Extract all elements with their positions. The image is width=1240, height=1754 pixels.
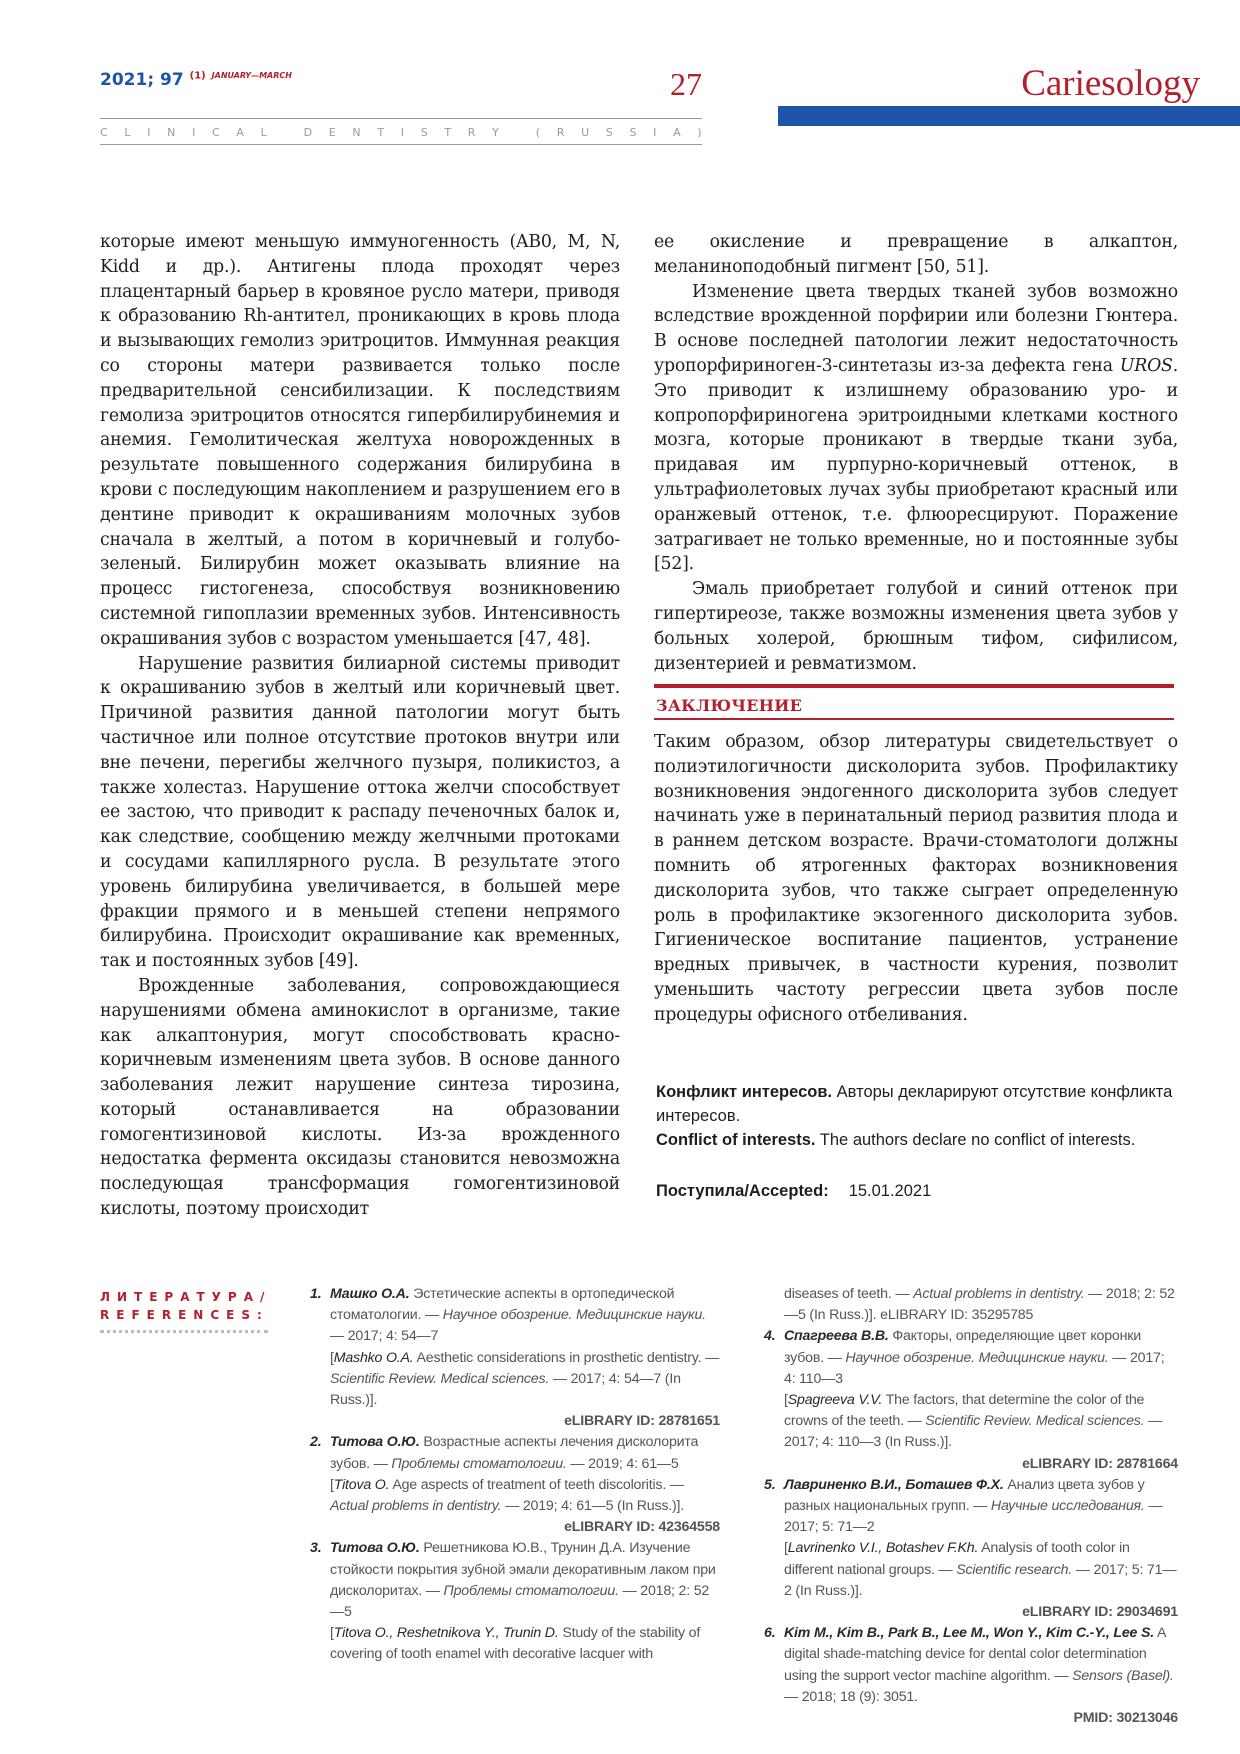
journal-letter: L	[260, 126, 267, 139]
reference-details-en: — 2017; 4: 110—3 (In Russ.)].	[784, 1413, 1163, 1451]
references-label-line: REFERENCES:	[100, 1308, 269, 1322]
page-number: 27	[670, 66, 702, 102]
reference-title-en: Analysis of tooth color in different national groups. —	[784, 1540, 1130, 1578]
conclusion-rule-bottom	[654, 718, 1174, 720]
journal-name	[100, 126, 702, 139]
reference-title-en: The factors, that determine the color of the crowns of the teeth. —	[784, 1392, 1145, 1430]
reference-authors: Титова О.Ю.	[330, 1434, 420, 1451]
journal-letter: N	[352, 126, 361, 139]
reference-authors-en: Titova O.	[333, 1476, 390, 1493]
conflict-en	[656, 1128, 1176, 1152]
journal-letter: C	[100, 126, 108, 139]
reference-item	[764, 1475, 1178, 1623]
reference-details: — 2017; 4: 54—7	[330, 1328, 439, 1345]
reference-authors: Машко О.А.	[330, 1286, 410, 1302]
reference-number: 4.	[764, 1328, 776, 1345]
conclusion-heading: ЗАКЛЮЧЕНИЕ	[656, 696, 803, 715]
page-header	[100, 66, 702, 146]
reference-journal: Научное обозрение. Медицинские науки.	[845, 1349, 1109, 1366]
reference-title-en: Aesthetic considerations in prosthetic dentistry. —	[413, 1349, 720, 1366]
journal-letter: R	[467, 126, 476, 139]
bracket: [	[784, 1540, 788, 1557]
journal-letter: R	[556, 126, 565, 139]
issue-number: (1)	[189, 70, 206, 82]
reference-journal: Проблемы стоматологии.	[443, 1582, 619, 1599]
section-title: Cariesology	[1021, 63, 1200, 104]
journal-letter: (	[535, 126, 541, 139]
text-column-left	[100, 230, 620, 1222]
reference-details: — 2019; 4: 61—5	[566, 1455, 679, 1472]
header-rule-top	[100, 118, 702, 119]
bracket: [	[330, 1349, 334, 1366]
journal-letter: S	[420, 126, 428, 139]
reference-item	[310, 1538, 720, 1665]
conflict-ru-text: Авторы декларируют отсутствие конфликта интересов.	[656, 1083, 1173, 1125]
reference-journal-en: Actual problems in dentistry.	[330, 1498, 502, 1515]
reference-details-en: — 2017; 4: 54—7 (In Russ.)].	[330, 1370, 681, 1409]
journal-letter: T	[444, 126, 452, 139]
reference-title: Факторы, определяющие цвет коронки зубов. —	[784, 1328, 1141, 1366]
paragraph: Эмаль приобретает голубой и синий оттенок при гипертиреозе, также возможны изменения цвета зубов у больных холерой, брюшным тифом, сифилисом, дизентерией и ревматизмом.	[654, 579, 1178, 674]
references-label-line: ЛИТЕРАТУРА/	[100, 1290, 272, 1304]
issue-year-volume: 2021; 97	[100, 70, 184, 90]
accepted-date: 15.01.2021	[848, 1182, 932, 1200]
reference-translation	[330, 1475, 720, 1517]
journal-letter: S	[605, 126, 613, 139]
reference-item	[310, 1284, 720, 1432]
reference-details: — 2017; 4: 110—3	[784, 1349, 1165, 1387]
reference-authors: Титова О.Ю.	[330, 1540, 420, 1557]
journal-letter: I	[400, 126, 405, 139]
text-run: Изменение цвета твердых тканей зубов возможно вследствие врожденной порфирии или болезни Гюнтера. В основе последней патологии лежит недостаточность уропорфириноген-3-синтетазы из-за дефекта гена	[654, 281, 1178, 376]
journal-letter: I	[653, 126, 657, 139]
bracket: [	[330, 1625, 334, 1642]
paragraph: которые имеют меньшую иммуногенность (AB0, M, N, Kidd и др.). Антигены плода проходят через плацентарный барьер в кровяное русло матери, приводя к образованию Rh-антител, проникающих в кровь плода и вызывающих гемолиз эритроцитов. Иммунная реакция со стороны матери развивается только после предварительной сенсибилизации. К последствиям гемолиза эритроцитов относятся гипербилирубинемия и анемия. Гемолитическая желтуха новорожденных в результате повышенного содержания билирубина в крови с последующим накоплением и разрушением его в дентине приводит к окрашиваниям молочных зубов сначала в желтый, а потом в коричневый и голубо-зеленый. Билирубин может оказывать влияние на процесс гистогенеза, способствуя возникновению системной гипоплазии временных зубов. Интенсивность окрашивания зубов с возрастом уменьшается [47, 48].	[100, 232, 620, 649]
conflict-ru-label: Конфликт интересов.	[656, 1083, 833, 1101]
reference-authors-en: Spagreeva V.V.	[787, 1392, 883, 1409]
reference-translation	[784, 1538, 1178, 1602]
journal-letter: D	[303, 126, 313, 139]
references-dotted-rule	[100, 1330, 268, 1333]
conflict-en-text: The authors declare no conflict of interests.	[815, 1131, 1136, 1149]
reference-authors: Kim M., Kim B., Park B., Lee M., Won Y., Kim C.-Y., Lee S.	[784, 1625, 1154, 1642]
text-column-right	[654, 230, 1178, 676]
reference-title: Решетникова Ю.В., Трунин Д.А. Изучение стойкости покрытия зубной эмали декоративным лаком при дисколоритах. —	[330, 1540, 716, 1599]
paragraph	[654, 280, 1178, 578]
reference-title: Возрастные аспекты лечения дисколорита зубов. —	[330, 1434, 699, 1472]
reference-number: 5.	[764, 1476, 776, 1493]
references-column-left	[310, 1284, 720, 1666]
reference-item	[310, 1432, 720, 1538]
reference-authors-en: Titova O., Reshetnikova Y., Trunin D.	[333, 1625, 559, 1642]
reference-title-en: Age aspects of treatment of teeth discoloritis. —	[389, 1476, 684, 1493]
reference-title: A digital shade-matching device for dental color determination using the support vector machine algorithm. —	[784, 1625, 1166, 1684]
reference-details-en: — 2017; 5: 71—2 (In Russ.)].	[784, 1561, 1177, 1599]
journal-letter: U	[581, 126, 590, 139]
reference-id: PMID: 30213046	[1073, 1710, 1178, 1727]
journal-letter: C	[212, 126, 220, 139]
journal-letter: I	[192, 126, 196, 139]
reference-item	[764, 1326, 1178, 1474]
declarations	[656, 1080, 1176, 1152]
reference-id: eLIBRARY ID: 42364558	[564, 1519, 720, 1536]
reference-journal: Проблемы стоматологии.	[391, 1455, 567, 1472]
gene-name: UROS	[1119, 355, 1173, 376]
text-run: . Это приводит к излишнему образованию уро- и копропорфириногена эритроидными клетками костного мозга, которые проникают в твердые ткани зуба, придавая им пурпурно-коричневый оттенок, в ультрафиолетовых лучах зубы приобретают красный или оранжевый оттенок, т.е. флюоресцируют. Поражение затрагивает не только временные, но и постоянные зубы [52].	[654, 355, 1178, 575]
reference-translation	[330, 1623, 720, 1665]
reference-details: — 2017; 5: 71—2	[784, 1498, 1163, 1536]
reference-journal: Научное обозрение. Медицинские науки.	[442, 1307, 706, 1324]
reference-authors: Спагреева В.В.	[784, 1328, 889, 1345]
paragraph: ее окисление и превращение в алкаптон, меланиноподобный пигмент [50, 51].	[654, 232, 1178, 277]
journal-letter: )	[697, 126, 702, 139]
issue-months: JANUARY—MARCH	[211, 71, 292, 80]
reference-number: 6.	[764, 1625, 776, 1642]
conflict-ru	[656, 1080, 1176, 1128]
references-label	[100, 1288, 271, 1324]
reference-authors-en: Lavrinenko V.I., Botashev F.Kh.	[787, 1540, 979, 1557]
conclusion-text: Таким образом, обзор литературы свидетельствует о полиэтилогичности дисколорита зубов. Профилактику возникновения эндогенного дисколорита зубов следует начинать уже в перинатальный период развития плода и в раннем детском возрасте. Врачи-стоматологи должны помнить об ятрогенных факторах возникновения дисколорита зубов, что также сыграет определенную роль в профилактике экзогенного дисколорита зубов. Гигиеническое воспитание пациентов, устранение вредных привычек, в частности курения, позволит уменьшить частоту регрессии цвета зубов после процедуры офисного отбеливания.	[654, 732, 1178, 1025]
reference-title-en: Study of the stability of covering of tooth enamel with decorative lacquer with	[330, 1625, 701, 1663]
section-bar	[778, 106, 1240, 126]
journal-letter: E	[328, 126, 336, 139]
accepted-date-line	[656, 1182, 931, 1201]
conclusion-rule-top	[654, 684, 1174, 688]
reference-journal-en: Scientific research.	[956, 1561, 1073, 1578]
reference-journal: Sensors (Basel).	[1072, 1667, 1174, 1684]
reference-number: 3.	[310, 1540, 322, 1557]
reference-title-en: diseases of teeth. —	[784, 1286, 914, 1302]
reference-journal-en: Scientific Review. Medical sciences.	[330, 1370, 550, 1387]
journal-letter	[516, 126, 520, 139]
reference-item	[764, 1623, 1178, 1729]
journal-letter	[283, 126, 287, 139]
reference-id: eLIBRARY ID: 28781664	[1022, 1455, 1178, 1472]
accepted-label: Поступила/Accepted:	[656, 1182, 829, 1200]
reference-authors: Лавриненко В.И., Боташев Ф.Х.	[784, 1476, 1004, 1493]
journal-letter: Y	[492, 126, 499, 139]
journal-letter: A	[236, 126, 244, 139]
reference-details: — 2018; 18 (9): 3051.	[784, 1688, 918, 1705]
paragraph: Врожденные заболевания, сопровождающиеся нарушениями обмена аминокислот в организме, такие как алкаптонурия, могут способствовать красно-коричневым изменениям цвета зубов. В основе данного заболевания лежит нарушение синтеза тирозина, который останавливается на образовании гомогентизиновой кислоты. Из-за врожденного недостатка фермента оксидазы становится невозможна последующая трансформация гомогентизиновой кислоты, поэтому происходит	[100, 975, 620, 1220]
bracket: [	[330, 1476, 334, 1493]
journal-letter: I	[147, 126, 151, 139]
reference-journal-en: Scientific Review. Medical sciences.	[925, 1413, 1145, 1430]
reference-number: 1.	[310, 1286, 322, 1302]
journal-letter: S	[629, 126, 637, 139]
reference-id: eLIBRARY ID: 28781651	[564, 1413, 720, 1430]
journal-letter: T	[377, 126, 385, 139]
reference-translation	[330, 1348, 720, 1412]
paragraph: Нарушение развития билиарной системы приводит к окрашиванию зубов в желтый или коричневый цвет. Причиной развития данной патологии могут быть частичное или полное отсутствие протоков внутри или вне печени, перегибы желчного пузыря, поликистоз, а также холестаз. Нарушение оттока желчи способствует ее застою, что приводит к распаду печеночных балок и, как следствие, сообщению между желчными протоками и сосудами капиллярного русла. В результате этого уровень билирубина увеличивается, в большей мере фракции прямого и в меньшей степени непрямого билирубина. Происходит окрашивание как временных, так и постоянных зубов [49].	[100, 653, 620, 972]
journal-letter: A	[673, 126, 681, 139]
reference-translation	[784, 1390, 1178, 1454]
journal-letter: L	[124, 126, 131, 139]
reference-continuation	[764, 1284, 1178, 1326]
journal-letter: N	[167, 126, 176, 139]
reference-journal-en: Actual problems in dentistry.	[913, 1286, 1085, 1302]
reference-number: 2.	[310, 1434, 322, 1451]
reference-id: eLIBRARY ID: 29034691	[1022, 1604, 1178, 1621]
reference-title: Анализ цвета зубов у разных национальных групп. —	[784, 1476, 1145, 1515]
reference-journal: Научные исследования.	[990, 1498, 1145, 1515]
references-column-right	[764, 1284, 1178, 1729]
reference-details-en: — 2018; 2: 52—5 (In Russ.)].	[784, 1286, 1175, 1324]
bracket: [	[784, 1392, 788, 1409]
conflict-en-label: Conflict of interests.	[656, 1131, 816, 1149]
reference-authors-en: Mashko O.A.	[333, 1349, 414, 1366]
reference-title: Эстетические аспекты в ортопедической стоматологии. —	[330, 1286, 675, 1324]
reference-details: — 2018; 2: 52—5	[330, 1582, 710, 1621]
header-rule-bottom	[100, 144, 702, 145]
reference-id: eLIBRARY ID: 35295785	[880, 1307, 1034, 1324]
issue-info	[100, 70, 292, 90]
reference-details-en: — 2019; 4: 61—5 (In Russ.)].	[501, 1498, 685, 1515]
